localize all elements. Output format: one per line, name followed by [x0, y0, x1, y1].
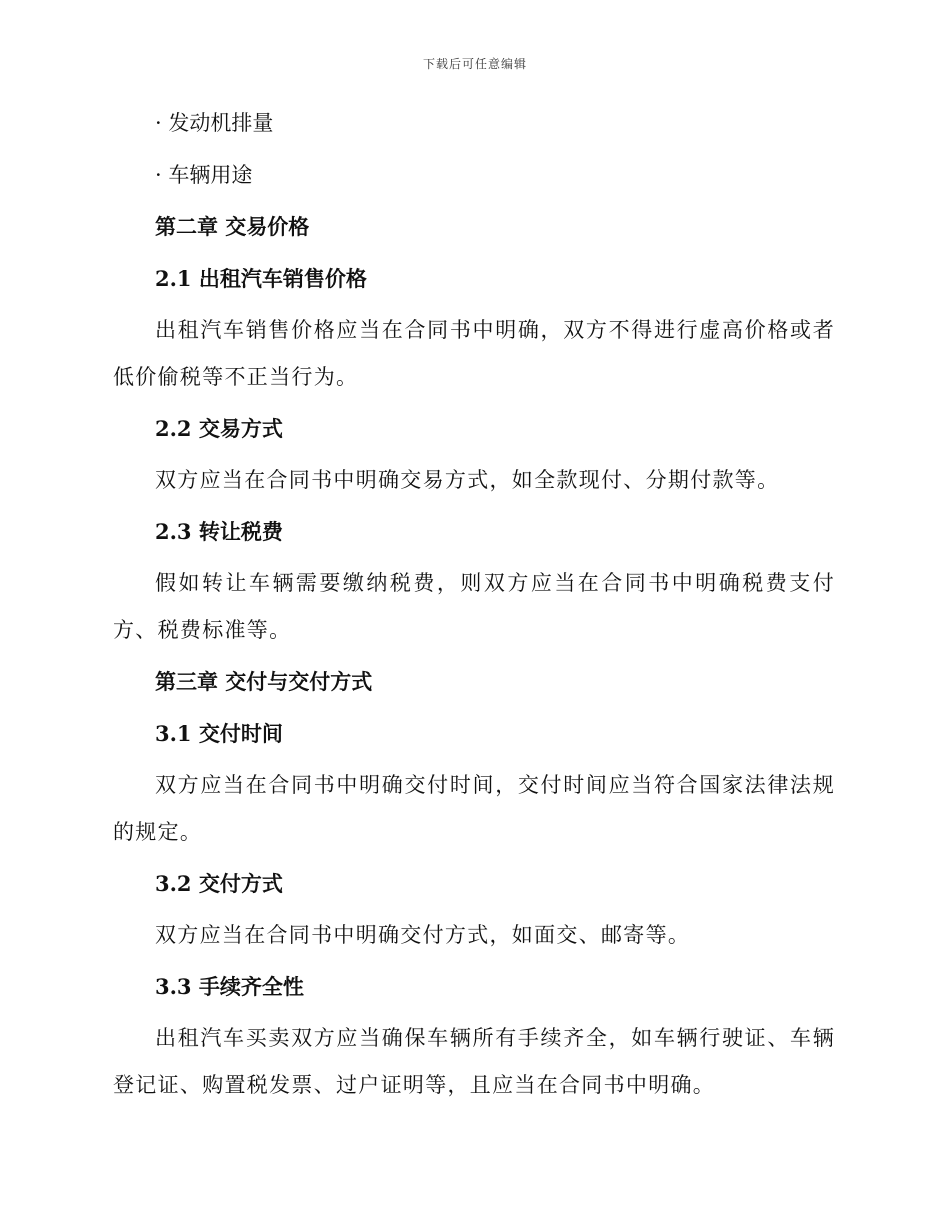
chapter-3-heading: 第三章 交付与交付方式 — [155, 669, 373, 694]
section-3-1-paragraph: 双方应当在合同书中明确交付时间，交付时间应当符合国家法律法规的规定。 — [113, 773, 835, 844]
section-2-3-heading: 2.3 转让税费 — [155, 519, 283, 544]
section-3-2-heading: 3.2 交付方式 — [155, 871, 283, 896]
section-3-3-paragraph: 出租汽车买卖双方应当确保车辆所有手续齐全，如车辆行驶证、车辆登记证、购置税发票、过户证明等，且应当在合同书中明确。 — [113, 1026, 835, 1097]
bullet-vehicle-usage: · 车辆用途 — [155, 163, 253, 187]
section-2-2-paragraph: 双方应当在合同书中明确交易方式，如全款现付、分期付款等。 — [155, 468, 780, 492]
section-2-1-heading: 2.1 出租汽车销售价格 — [155, 266, 367, 291]
bullet-engine-displacement: · 发动机排量 — [155, 111, 274, 135]
section-3-2-paragraph: 双方应当在合同书中明确交付方式，如面交、邮寄等。 — [155, 923, 691, 947]
page-header: 下载后可任意编辑 — [422, 57, 527, 71]
section-3-1-heading: 3.1 交付时间 — [155, 721, 283, 746]
section-2-2-heading: 2.2 交易方式 — [155, 416, 283, 441]
section-2-1-paragraph: 出租汽车销售价格应当在合同书中明确，双方不得进行虚高价格或者低价偷税等不正当行为。 — [113, 318, 835, 389]
document-body — [113, 108, 835, 1122]
chapter-2-heading: 第二章 交易价格 — [155, 214, 310, 239]
section-3-3-heading: 3.3 手续齐全性 — [155, 974, 304, 999]
section-2-3-paragraph: 假如转让车辆需要缴纳税费，则双方应当在合同书中明确税费支付方、税费标准等。 — [113, 571, 835, 642]
